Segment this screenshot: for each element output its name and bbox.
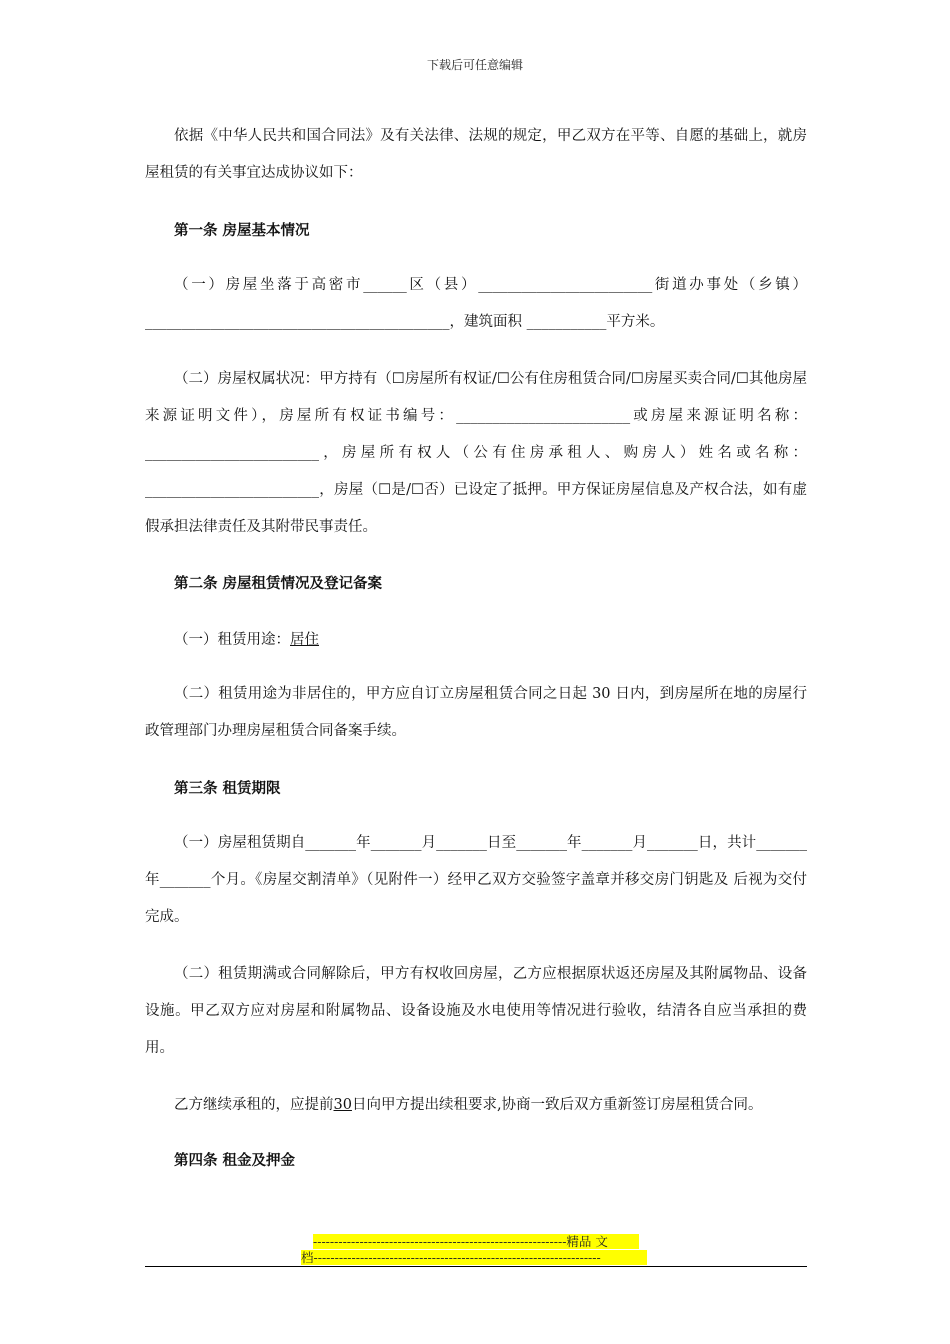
renewal-days: 30 (333, 1097, 352, 1113)
article-2-paragraph-1 (145, 622, 807, 659)
article-3-paragraph-2: （二）租赁期满或合同解除后，甲方有权收回房屋，乙方应根据原状返还房屋及其附属物品、设备设施。甲乙双方应对房屋和附属物品、设备设施及水电使用等情况进行验收，结清各自应当承担的费用。 (145, 966, 807, 1056)
usage-value: 居住 (290, 632, 319, 648)
footer-watermark-line-2: 档-------------------------------------------------------------------- (301, 1250, 647, 1265)
article-3-paragraph-3 (145, 1087, 807, 1124)
article-4-title: 第四条 租金及押金 (174, 1152, 296, 1169)
footer-divider (145, 1266, 807, 1267)
article-2-paragraph-2: （二）租赁用途为非居住的，甲方应自订立房屋租赁合同之日起 30 日内，到房屋所在地的房屋行政管理部门办理房屋租赁合同备案手续。 (145, 686, 807, 739)
renewal-text-prefix: 乙方继续承租的，应提前 (174, 1097, 334, 1113)
usage-label: （一）租赁用途： (174, 632, 290, 648)
article-1-paragraph-2: （二）房屋权属状况：甲方持有（☐房屋所有权证/☐公有住房租赁合同/☐房屋买卖合同/☐其他房屋来源证明文件），房屋所有权证书编号：________________________或房屋来源证明名称：________________________，房屋所有权人（公有住房承租人、购房人）姓名或名称：________________________，房屋（☐是/☐否）已设定了抵押。甲方保证房屋信息及产权合法，如有虚假承担法律责任及其附带民事责任。 (145, 371, 807, 535)
article-3-title: 第三条 租赁期限 (174, 780, 281, 797)
intro-paragraph: 依据《中华人民共和国合同法》及有关法律、法规的规定，甲乙双方在平等、自愿的基础上，就房屋租赁的有关事宜达成协议如下： (145, 128, 807, 181)
footer-watermark-line-1: ------------------------------------------------------------精品 文 (313, 1234, 639, 1249)
article-2-title: 第二条 房屋租赁情况及登记备案 (174, 575, 383, 592)
renewal-text-suffix: 日向甲方提出续租要求,协商一致后双方重新签订房屋租赁合同。 (351, 1097, 763, 1113)
article-3-paragraph-1: （一）房屋租赁期自_______年_______月_______日至_______年_______月_______日，共计_______ 年_______个月。《房屋交割清单》（见附件一）经甲乙双方交验签字盖章并移交房门钥匙及 后视为交付完成。 (145, 835, 807, 925)
article-1-paragraph-1: （一）房屋坐落于高密市______区（县）________________________街道办事处（乡镇）__________________________________________，建筑面积 ___________平方米。 (145, 277, 807, 330)
header-note: 下载后可任意编辑 (426, 58, 523, 72)
article-1-title: 第一条 房屋基本情况 (174, 222, 310, 239)
